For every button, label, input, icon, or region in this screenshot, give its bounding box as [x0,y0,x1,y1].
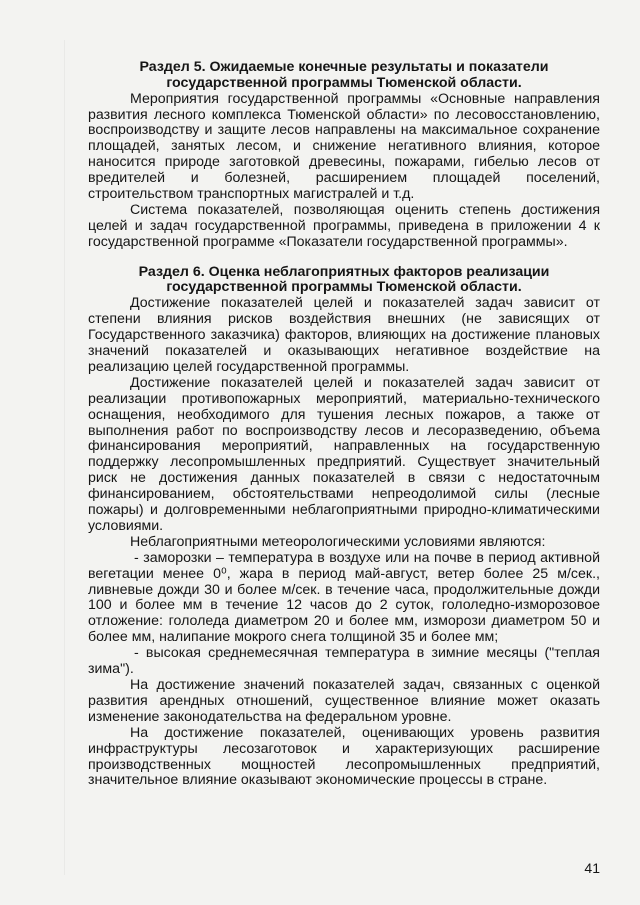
section-5-title: Раздел 5. Ожидаемые конечные результаты и показатели государственной программы Тюменской области. [139,59,549,91]
section-6-title: Раздел 6. Оценка неблагоприятных факторов реализации государственной программы Тюменской области. [138,263,550,296]
section-6-paragraph-1: Достижение показателей целей и показателей задач зависит от степени влияния рисков воздействия внешних (не зависящих от Государственного заказчика) факторов, влияющих на достижение плановых значений показателей и оказывающих негативное воздействие на реализацию целей государственной программы. [88,295,600,375]
section-6-paragraph-6: На достижение значений показателей задач, связанных с оценкой развития арендных отношений, существенное влияние может оказать изменение законодательства на федеральном уровне. [88,677,600,725]
section-6-list-item-frosts: - заморозки – температура в воздухе или на почве в период активной вегетации менее 0⁰, жара в период май-август, ветер более 25 м/сек., ливневые дожди 30 и более м/сек. в течение часа, продолжительные дожди 100 и более мм в течение 12 часов до 2 суток, гололедно-изморозовое отложение: гололеда диаметром 20 и более мм, изморози диаметром 50 и более мм, налипание мокрого снега толщиной 35 и более мм; [88,549,600,646]
section-6-list-item-warm-winter: - высокая среднемесячная температура в зимние месяцы ("теплая зима"). [88,645,600,678]
section-6-paragraph-3: Неблагоприятными метеорологическими условиями являются: [130,533,546,550]
scan-artifact-line [64,40,65,875]
section-5 [88,60,600,251]
page-number: 41 [584,860,600,876]
section-5-paragraph-2: Система показателей, позволяющая оценить степень достижения целей и задач государственной программы, приведена в приложении 4 к государственной программе «Показатели государственной программы». [88,201,600,250]
section-6 [88,265,600,790]
section-6-paragraph-7: На достижение показателей, оценивающих уровень развития инфраструктуры лесозаготовок и характеризующих расширение производственных мощностей лесопромышленных предприятий, значительное влияние оказывают экономические процессы в стране. [88,724,600,789]
section-6-paragraph-2: Достижение показателей целей и показателей задач зависит от реализации противопожарных мероприятий, материально-технического оснащения, необходимого для тушения лесных пожаров, а также от выполнения работ по воспроизводству лесов и лесоразведению, объема финансирования мероприятий, направленных на государственную поддержку лесопромышленных предприятий. Существует значительный риск не достижения данных показателей в связи с недостаточным финансированием, обстоятельствами непреодолимой силы (лесные пожары) и долговременными неблагоприятными природно-климатическими условиями. [88,374,600,534]
section-5-paragraph-1: Мероприятия государственной программы «Основные направления развития лесного комплекса Тюменской области» по лесовосстановлению, воспроизводству и защите лесов направлены на максимальное сохранение площадей, занятых лесом, и снижение негативного влияния, которое наносится природе заготовкой древесины, пожарами, гибелью лесов от вредителей и болезней, расширением площадей поселений, строительством транспортных магистралей и т.д. [88,90,600,203]
